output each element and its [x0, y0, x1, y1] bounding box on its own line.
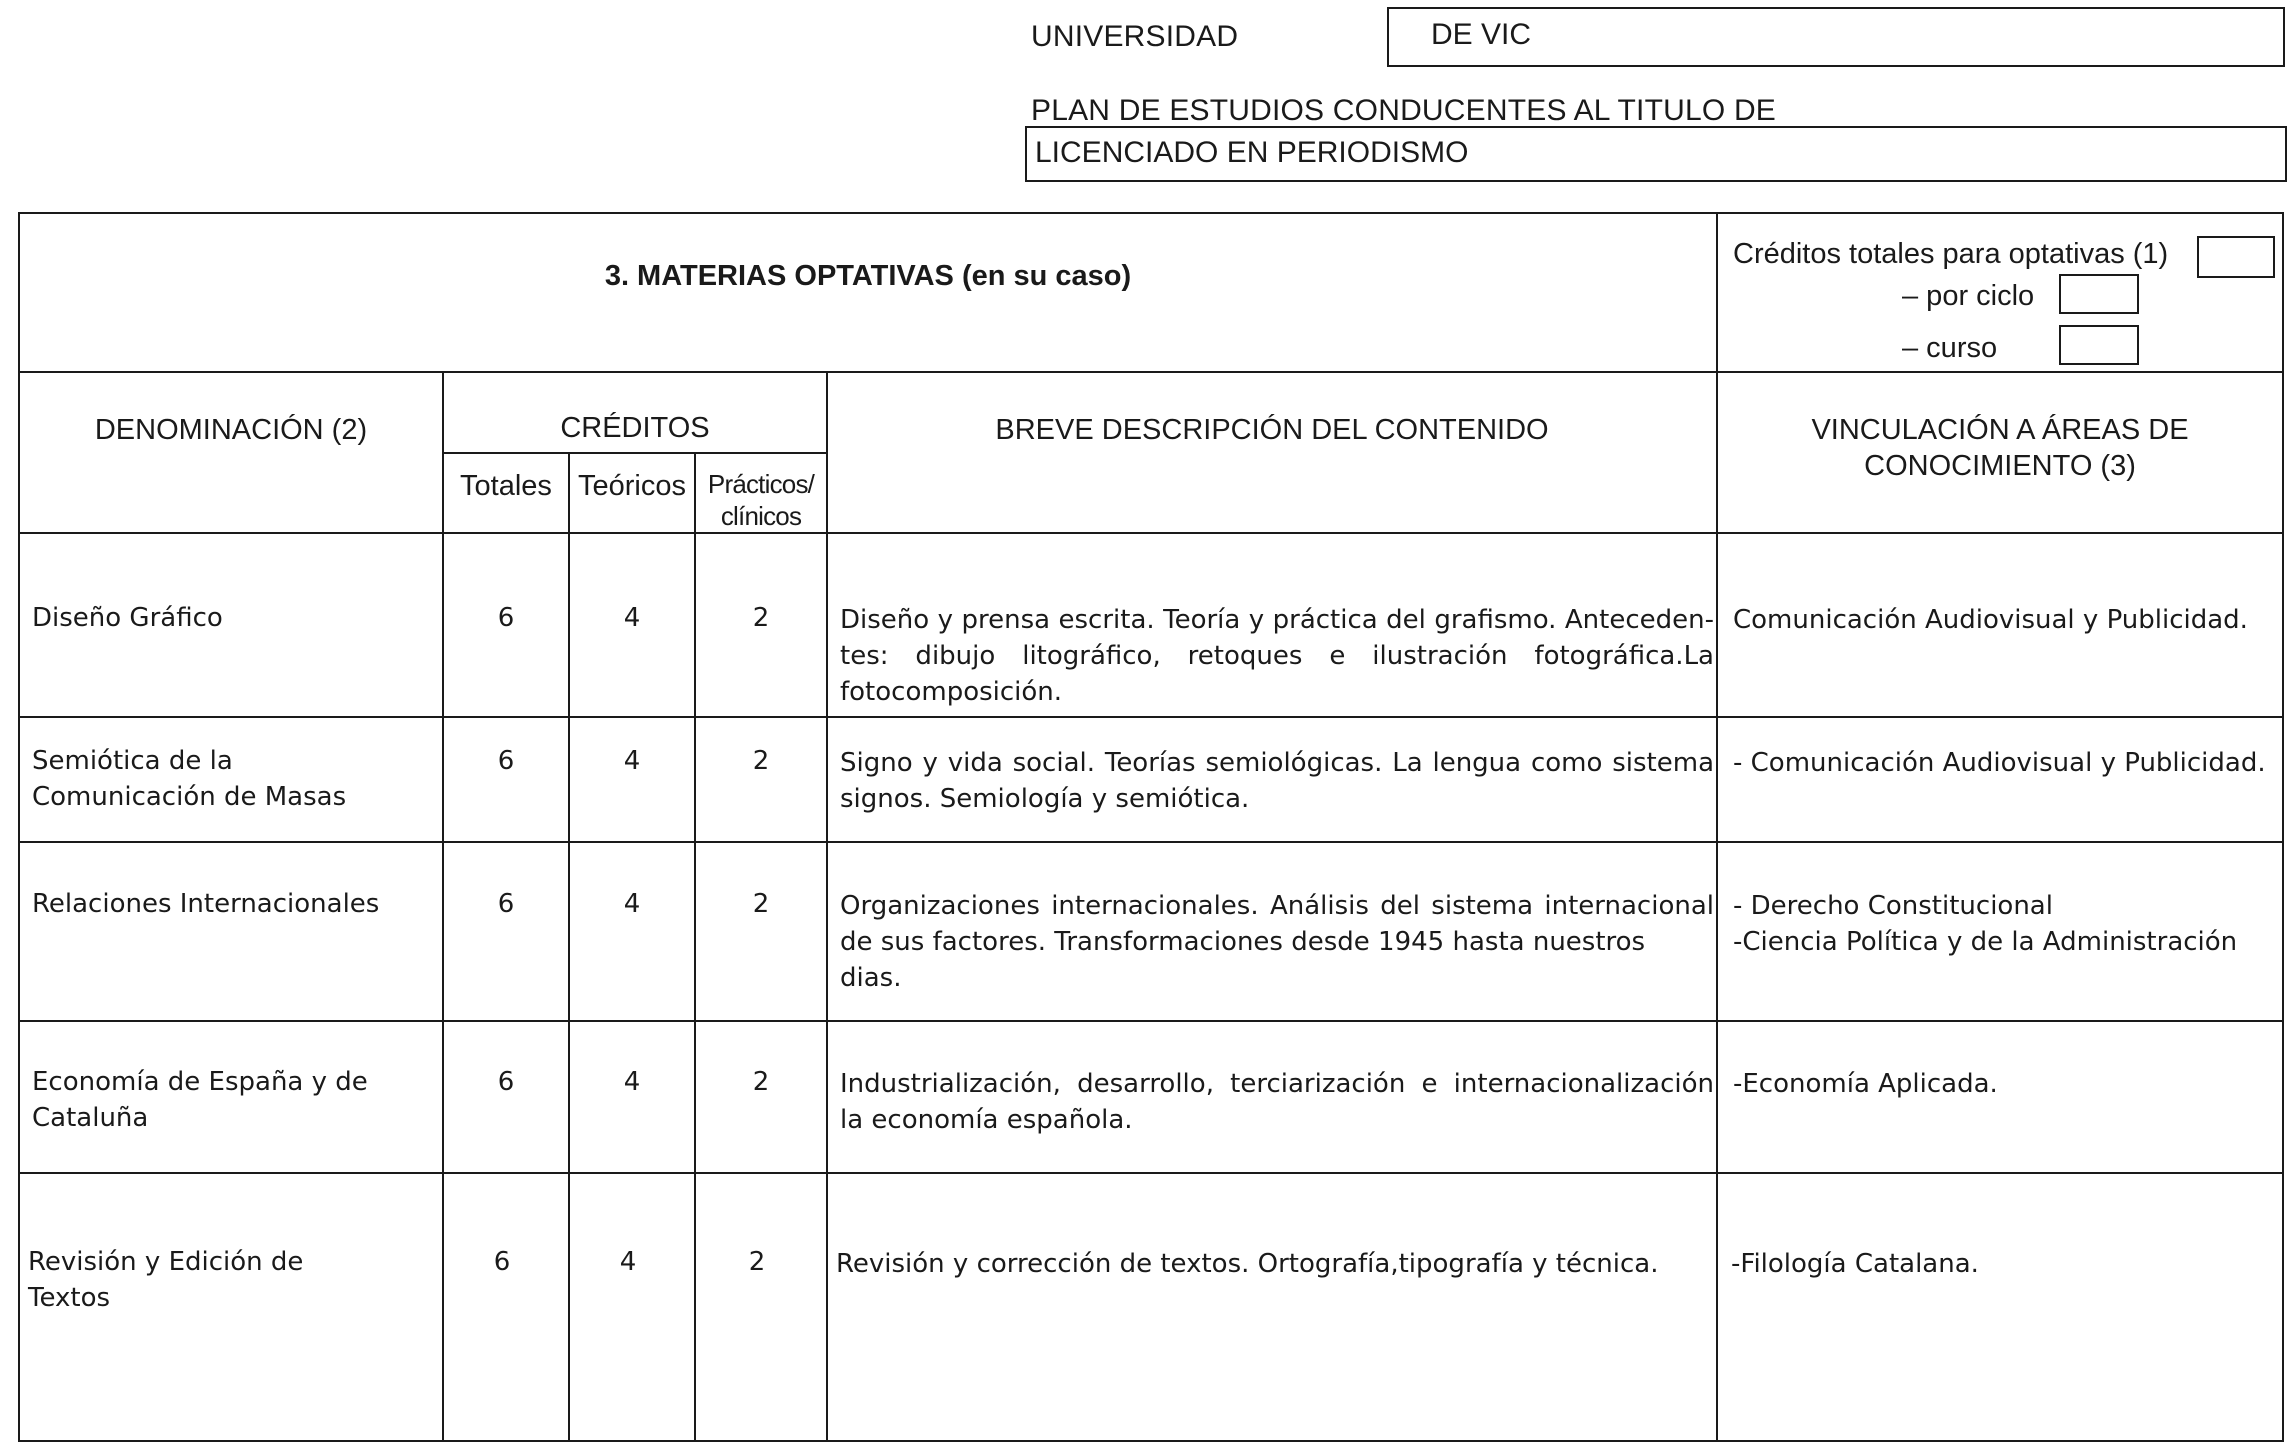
table-cell-teoricos: 4	[619, 1247, 637, 1277]
per-cycle-label: – por ciclo	[1902, 280, 2035, 312]
table-cell-areas: -Economía Aplicada.	[1733, 1069, 1998, 1099]
table-cell-areas: - Derecho Constitucional -Ciencia Política y de la Administración	[1733, 891, 2238, 957]
column-vinculacion: VINCULACIÓN A ÁREAS DE CONOCIMIENTO (3)	[1811, 414, 2189, 482]
column-denominacion: DENOMINACIÓN (2)	[94, 414, 368, 446]
plan-label: PLAN DE ESTUDIOS CONDUCENTES AL TITULO DE	[1031, 94, 1777, 127]
table-cell-areas: -Filología Catalana.	[1731, 1249, 1979, 1279]
table-cell-teoricos: 4	[623, 603, 641, 633]
university-field: DE VIC	[1387, 7, 2285, 67]
table-cell-practicos: 2	[752, 889, 770, 919]
table-cell-description: Diseño y prensa escrita. Teoría y práctica del grafismo. Anteceden- tes: dibujo litográfico, retoques e ilustración fotográfica.La fotocomposición.	[840, 605, 1714, 707]
section-title: 3. MATERIAS OPTATIVAS (en su caso)	[604, 260, 1132, 292]
per-cycle-box	[2059, 274, 2139, 314]
table-cell-totales: 6	[493, 1247, 511, 1277]
table-cell-teoricos: 4	[623, 1067, 641, 1097]
table-row-name: Economía de España y de Cataluña	[32, 1067, 368, 1133]
table-cell-teoricos: 4	[623, 889, 641, 919]
table-row-name: Diseño Gráfico	[32, 603, 223, 633]
table-cell-practicos: 2	[748, 1247, 766, 1277]
table-row-name: Revisión y Edición de Textos	[28, 1247, 304, 1313]
optional-credits-label: Créditos totales para optativas (1)	[1733, 238, 2169, 270]
optional-credits-box	[2197, 236, 2275, 278]
table-cell-description: Industrialización, desarrollo, terciarización e internacionalización la economía española.	[840, 1069, 1714, 1135]
table-cell-areas: - Comunicación Audiovisual y Publicidad.	[1733, 748, 2266, 778]
table-cell-practicos: 2	[752, 1067, 770, 1097]
table-row-name: Relaciones Internacionales	[32, 889, 380, 919]
column-descripcion: BREVE DESCRIPCIÓN DEL CONTENIDO	[995, 414, 1549, 446]
table-cell-practicos: 2	[752, 603, 770, 633]
table-cell-totales: 6	[497, 1067, 515, 1097]
table-cell-practicos: 2	[752, 746, 770, 776]
column-totales: Totales	[460, 470, 552, 502]
table-cell-description: Organizaciones internacionales. Análisis del sistema internacional de sus factores. Transformaciones desde 1945 hasta nuestros dias.	[840, 891, 1714, 993]
column-teoricos: Teóricos	[578, 470, 686, 502]
column-creditos: CRÉDITOS	[560, 412, 710, 444]
degree-field: LICENCIADO EN PERIODISMO	[1025, 126, 2287, 182]
table-cell-description: Revisión y corrección de textos. Ortografía,tipografía y técnica.	[836, 1249, 1659, 1279]
per-course-box	[2059, 325, 2139, 365]
table-row-name: Semiótica de la Comunicación de Masas	[32, 746, 347, 812]
table-cell-areas: Comunicación Audiovisual y Publicidad.	[1733, 605, 2248, 635]
column-practicos: Prácticos/ clínicos	[707, 469, 815, 531]
table-cell-description: Signo y vida social. Teorías semiológicas. La lengua como sistema signos. Semiología y semiótica.	[840, 748, 1714, 814]
per-course-label: – curso	[1902, 332, 1998, 364]
table-cell-totales: 6	[497, 603, 515, 633]
table-cell-totales: 6	[497, 746, 515, 776]
university-label: UNIVERSIDAD	[1031, 20, 1239, 53]
table-cell-totales: 6	[497, 889, 515, 919]
table-cell-teoricos: 4	[623, 746, 641, 776]
